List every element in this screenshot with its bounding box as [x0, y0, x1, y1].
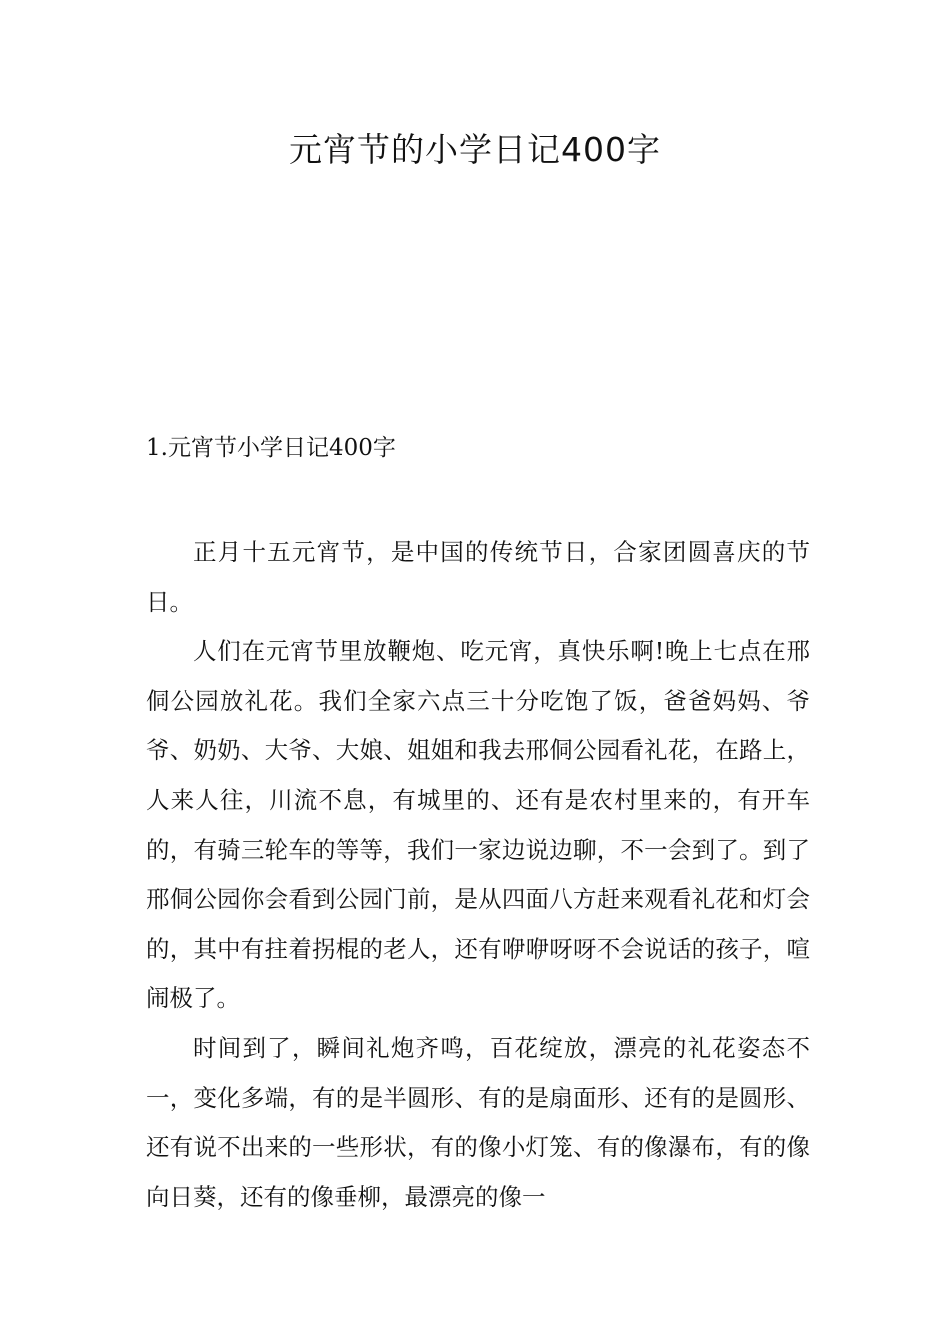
- paragraph: 人们在元宵节里放鞭炮、吃元宵，真快乐啊!晚上七点在邢侗公园放礼花。我们全家六点三十分吃饱了饭，爸爸妈妈、爷爷、奶奶、大爷、大娘、姐姐和我去邢侗公园看礼花，在路上，人来人往，川流不息，有城里的、还有是农村里来的，有开车的，有骑三轮车的等等，我们一家边说边聊，不一会到了。到了邢侗公园你会看到公园门前，是从四面八方赶来观看礼花和灯会的，其中有拄着拐棍的老人，还有咿咿呀呀不会说话的孩子，喧闹极了。: [146, 637, 810, 1013]
- document-title: 元宵节的小学日记400字: [289, 130, 661, 169]
- paragraph: 正月十五元宵节，是中国的传统节日，合家团圆喜庆的节日。: [146, 538, 810, 616]
- section-heading: 1.元宵节小学日记400字: [146, 435, 396, 461]
- document-body: [146, 528, 810, 1222]
- paragraph: 时间到了，瞬间礼炮齐鸣，百花绽放，漂亮的礼花姿态不一，变化多端，有的是半圆形、有的是扇面形、还有的是圆形、还有说不出来的一些形状，有的像小灯笼、有的像瀑布，有的像向日葵，还有的像垂柳，最漂亮的像一: [146, 1033, 810, 1211]
